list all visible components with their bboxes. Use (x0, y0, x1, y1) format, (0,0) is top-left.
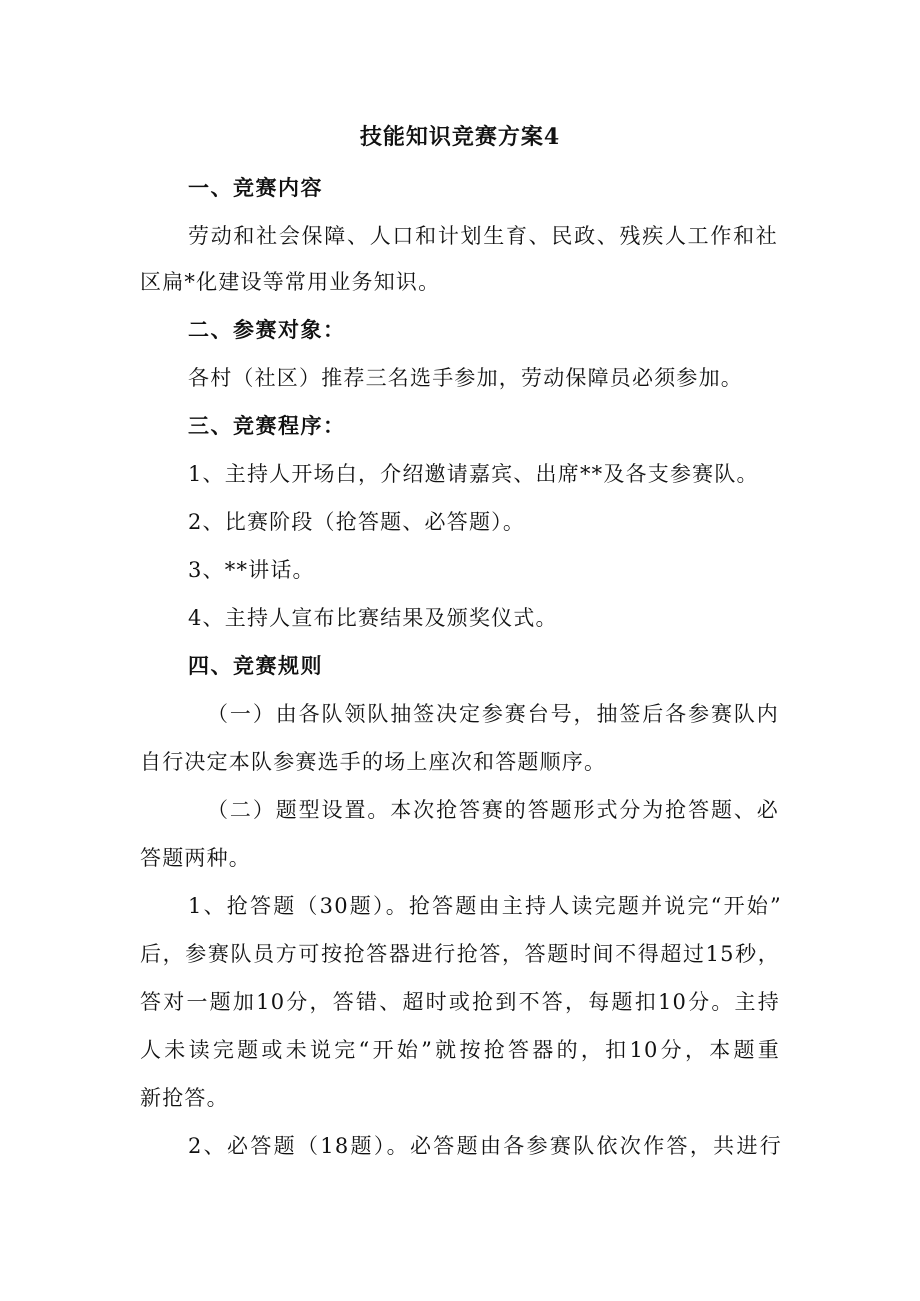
section-heading-content: 一、竞赛内容 (188, 175, 323, 200)
paragraph-line: 答题两种。 (140, 846, 251, 870)
paragraph-line: （一）由各队领队抽签决定参赛台号，抽签后各参赛队内 (207, 702, 779, 726)
list-item: 4、主持人宣布比赛结果及颁奖仪式。 (188, 606, 558, 630)
list-item: 2、比赛阶段（抢答题、必答题）。 (188, 510, 526, 534)
paragraph-line: 1、抢答题（30题）。抢答题由主持人读完题并说完“开始” (188, 894, 782, 918)
list-item: 3、**讲话。 (188, 558, 315, 582)
paragraph-line: 2、必答题（18题）。必答题由各参赛队依次作答，共进行 (188, 1134, 782, 1158)
paragraph-line: 答对一题加10分，答错、超时或抢到不答，每题扣10分。主持 (140, 990, 780, 1014)
list-item: 1、主持人开场白，介绍邀请嘉宾、出席**及各支参赛队。 (188, 462, 759, 486)
paragraph-line: 自行决定本队参赛选手的场上座次和答题顺序。 (140, 750, 607, 774)
section-heading-procedure: 三、竞赛程序： (188, 413, 346, 438)
paragraph-line: 人未读完题或未说完“开始”就按抢答器的，扣10分，本题重 (140, 1038, 780, 1062)
section-heading-rules: 四、竞赛规则 (188, 653, 323, 678)
document-title: 技能知识竞赛方案4 (359, 124, 561, 150)
paragraph-line: （二）题型设置。本次抢答赛的答题形式分为抢答题、必 (207, 798, 779, 822)
paragraph-line: 区扁*化建设等常用业务知识。 (140, 270, 441, 294)
section-heading-participants: 二、参赛对象： (188, 317, 346, 342)
paragraph-line: 各村（社区）推荐三名选手参加，劳动保障员必须参加。 (188, 366, 743, 390)
paragraph-line: 劳动和社会保障、人口和计划生育、民政、残疾人工作和社 (188, 224, 778, 248)
paragraph-line: 后，参赛队员方可按抢答器进行抢答，答题时间不得超过15秒， (140, 942, 780, 966)
paragraph-line: 新抢答。 (140, 1086, 229, 1110)
